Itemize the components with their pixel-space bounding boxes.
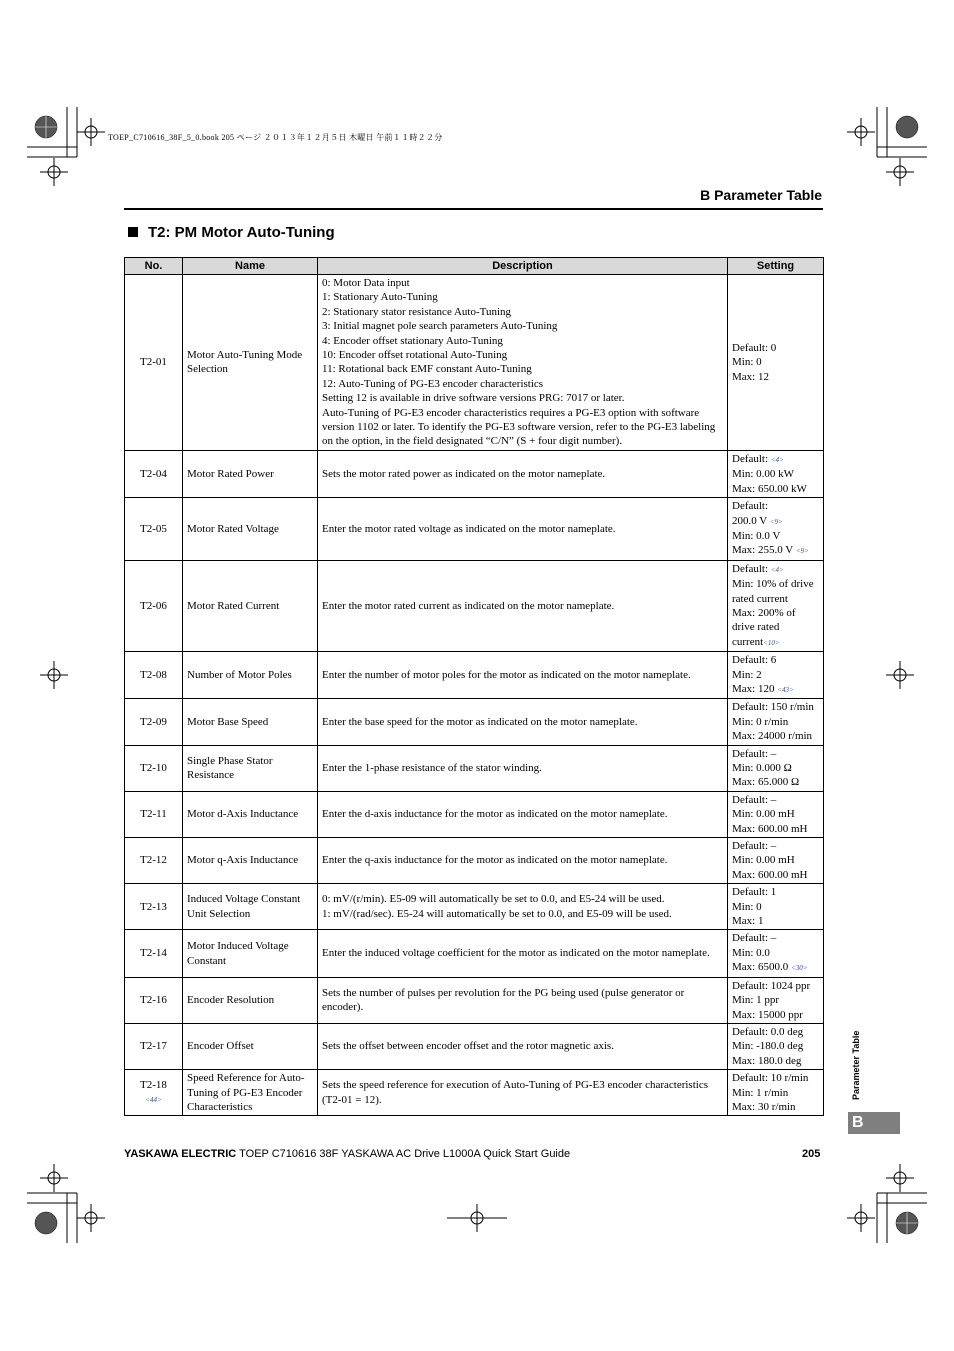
setting-line xyxy=(732,793,819,807)
setting-line xyxy=(732,1086,819,1100)
setting-line xyxy=(732,341,819,355)
setting-text: Max: 6500.0 xyxy=(732,961,791,974)
header-setting: Setting xyxy=(728,258,824,275)
cell-no xyxy=(125,699,183,745)
setting-line xyxy=(732,1039,819,1053)
cell-name: Induced Voltage Constant Unit Selection xyxy=(183,884,318,930)
setting-line xyxy=(732,577,819,606)
cell-setting xyxy=(728,1070,824,1116)
setting-text: Max: 650.00 kW xyxy=(732,482,807,495)
setting-line xyxy=(732,562,819,577)
cell-no xyxy=(125,745,183,791)
cell-name: Motor Base Speed xyxy=(183,699,318,745)
section-title xyxy=(128,224,335,241)
footer xyxy=(124,1148,570,1160)
description-line: Sets the offset between encoder offset and the rotor magnetic axis. xyxy=(322,1040,614,1053)
cell-setting xyxy=(728,498,824,561)
table-row xyxy=(125,498,824,561)
setting-line xyxy=(732,1025,819,1039)
description-line: 2: Stationary stator resistance Auto-Tuning xyxy=(322,305,512,318)
setting-line xyxy=(732,1100,819,1114)
setting-text: Min: 10% of drive rated current xyxy=(732,578,814,605)
setting-text: Max: 12 xyxy=(732,370,769,383)
table-row xyxy=(125,838,824,884)
setting-line xyxy=(732,761,819,775)
setting-text: Max: 30 r/min xyxy=(732,1100,796,1113)
setting-text: Min: 0.0 xyxy=(732,946,770,959)
description-line: Enter the motor rated voltage as indicated on the motor nameplate. xyxy=(322,522,616,535)
setting-text: Min: -180.0 deg xyxy=(732,1040,804,1053)
setting-text: Max: 65.000 Ω xyxy=(732,776,800,789)
cell-no xyxy=(125,1070,183,1116)
table-row xyxy=(125,791,824,837)
description-line: Enter the motor rated current as indicated on the motor nameplate. xyxy=(322,599,615,612)
description-line: Setting 12 is available in drive software versions PRG: 7017 or later. xyxy=(322,392,625,405)
param-number: T2-10 xyxy=(140,762,167,774)
description-line: Enter the 1-phase resistance of the stator winding. xyxy=(322,762,542,774)
footnote-ref-link[interactable]: < 9 > xyxy=(770,518,783,526)
setting-line xyxy=(732,482,819,496)
cell-name: Motor Rated Power xyxy=(183,450,318,497)
cell-setting xyxy=(728,791,824,837)
cell-description xyxy=(318,1070,728,1116)
param-number: T2-16 xyxy=(140,994,167,1007)
cell-setting xyxy=(728,699,824,745)
page-number: 205 xyxy=(802,1148,821,1160)
footnote-ref-link[interactable]: < 43 > xyxy=(777,686,793,694)
param-number: T2-05 xyxy=(140,522,167,535)
setting-line xyxy=(732,715,819,729)
setting-text: Max: 600.00 mH xyxy=(732,868,808,881)
setting-line xyxy=(732,1071,819,1085)
cell-description xyxy=(318,745,728,791)
description-line: Enter the base speed for the motor as indicated on the motor nameplate. xyxy=(322,715,638,728)
description-line: Enter the number of motor poles for the motor as indicated on the motor nameplate. xyxy=(322,669,691,682)
setting-text: Max: 15000 ppr xyxy=(732,1008,803,1021)
description-line: Enter the d-axis inductance for the motor as indicated on the motor nameplate. xyxy=(322,808,668,821)
cell-description xyxy=(318,652,728,699)
setting-text: Default: – xyxy=(732,747,777,760)
param-number: T2-01 xyxy=(140,356,167,369)
table-header-row xyxy=(125,258,824,275)
setting-text: Default: – xyxy=(732,932,777,945)
setting-text: Max: 200% of drive rated current xyxy=(732,606,796,648)
header-name: Name xyxy=(183,258,318,275)
setting-text: Min: 0.00 mH xyxy=(732,808,795,821)
cell-name: Single Phase Stator Resistance xyxy=(183,745,318,791)
parameter-table xyxy=(124,257,824,1116)
cell-description xyxy=(318,275,728,451)
setting-text: Default: xyxy=(732,562,771,575)
cell-setting xyxy=(728,560,824,651)
setting-line xyxy=(732,606,819,650)
table-row xyxy=(125,1023,824,1069)
setting-text: Min: 0.000 Ω xyxy=(732,762,792,774)
cell-description xyxy=(318,450,728,497)
setting-line xyxy=(732,853,819,867)
setting-line xyxy=(732,1054,819,1068)
section-bullet-icon xyxy=(128,227,138,237)
cell-name: Speed Reference for Auto-Tuning of PG-E3 Encoder Characteristics xyxy=(183,1070,318,1116)
setting-line xyxy=(732,839,819,853)
cell-name: Motor q-Axis Inductance xyxy=(183,838,318,884)
cell-no xyxy=(125,560,183,651)
cell-description xyxy=(318,838,728,884)
setting-line xyxy=(732,868,819,882)
cell-no xyxy=(125,450,183,497)
cell-name: Motor Auto-Tuning Mode Selection xyxy=(183,275,318,451)
description-line: Sets the motor rated power as indicated on the motor nameplate. xyxy=(322,467,606,480)
cell-name: Encoder Offset xyxy=(183,1023,318,1069)
setting-line xyxy=(732,452,819,467)
cell-setting xyxy=(728,977,824,1023)
cell-description xyxy=(318,791,728,837)
description-line: 1: mV/(rad/sec). E5-24 will automatically be set to 0.0, and E5-09 will be used. xyxy=(322,907,672,920)
footnote-ref-link[interactable]: < 9 > xyxy=(796,547,809,555)
cell-name: Motor Rated Voltage xyxy=(183,498,318,561)
table-row xyxy=(125,745,824,791)
footnote-ref-link[interactable]: < 44 > xyxy=(145,1096,161,1104)
table-row xyxy=(125,884,824,930)
cell-setting xyxy=(728,838,824,884)
cell-no xyxy=(125,652,183,699)
cell-description xyxy=(318,930,728,977)
cell-setting xyxy=(728,1023,824,1069)
setting-text: Min: 0.00 kW xyxy=(732,468,795,481)
table-row xyxy=(125,930,824,977)
cell-name: Encoder Resolution xyxy=(183,977,318,1023)
setting-line xyxy=(732,993,819,1007)
footnote-ref-link[interactable]: < 10 > xyxy=(763,639,779,647)
setting-line xyxy=(732,729,819,743)
description-line: 12: Auto-Tuning of PG-E3 encoder characteristics xyxy=(322,377,544,390)
cell-setting xyxy=(728,275,824,451)
setting-text: 200.0 V xyxy=(732,514,770,527)
footer-doc: TOEP C710616 38F YASKAWA AC Drive L1000A Quick Start Guide xyxy=(236,1148,571,1160)
setting-line xyxy=(732,668,819,682)
cell-setting xyxy=(728,450,824,497)
setting-line xyxy=(732,355,819,369)
footnote-ref-link[interactable]: < 30 > xyxy=(791,964,807,972)
cell-no xyxy=(125,498,183,561)
param-number: T2-09 xyxy=(140,715,167,728)
cell-no xyxy=(125,884,183,930)
header-no: No. xyxy=(125,258,183,275)
setting-text: Default: 0 xyxy=(732,341,777,354)
table-row xyxy=(125,1070,824,1116)
cell-no xyxy=(125,791,183,837)
side-tab-label: Parameter Table xyxy=(851,1030,861,1100)
setting-line xyxy=(732,960,819,975)
setting-line xyxy=(732,979,819,993)
header-title: B Parameter Table xyxy=(700,187,822,203)
setting-text: Min: 0 r/min xyxy=(732,715,789,728)
table-body xyxy=(125,275,824,1116)
setting-text: Default: – xyxy=(732,840,777,853)
cell-description xyxy=(318,977,728,1023)
setting-line xyxy=(732,900,819,914)
setting-text: Min: 0.0 V xyxy=(732,529,781,542)
header-rule xyxy=(124,208,823,210)
setting-line xyxy=(732,653,819,667)
footer-company: YASKAWA ELECTRIC xyxy=(124,1148,237,1160)
setting-line xyxy=(732,931,819,945)
cell-description xyxy=(318,560,728,651)
param-number: T2-12 xyxy=(140,854,167,867)
setting-line xyxy=(732,775,819,789)
description-line: Sets the speed reference for execution of Auto-Tuning of PG-E3 encoder characteristics (T2-01 = 12). xyxy=(322,1079,708,1106)
cell-description xyxy=(318,1023,728,1069)
setting-text: Min: 0.00 mH xyxy=(732,854,795,867)
cell-no xyxy=(125,930,183,977)
setting-text: Max: 600.00 mH xyxy=(732,822,808,835)
setting-line xyxy=(732,499,819,513)
setting-line xyxy=(732,747,819,761)
description-line: 10: Encoder offset rotational Auto-Tuning xyxy=(322,349,508,362)
setting-line xyxy=(732,529,819,543)
setting-text: Default: xyxy=(732,500,769,513)
cell-description xyxy=(318,699,728,745)
section-title-text: T2: PM Motor Auto-Tuning xyxy=(148,224,335,241)
setting-text: Min: 0 xyxy=(732,356,762,369)
cell-name: Number of Motor Poles xyxy=(183,652,318,699)
description-line: 3: Initial magnet pole search parameters Auto-Tuning xyxy=(322,320,558,333)
setting-line xyxy=(732,914,819,928)
table-row xyxy=(125,699,824,745)
description-line: 11: Rotational back EMF constant Auto-Tuning xyxy=(322,363,532,376)
param-number: T2-13 xyxy=(140,900,167,913)
description-line: 1: Stationary Auto-Tuning xyxy=(322,291,438,304)
param-number: T2-11 xyxy=(140,808,167,821)
cell-no xyxy=(125,977,183,1023)
setting-text: Min: 0 xyxy=(732,900,762,913)
setting-text: Max: 255.0 V xyxy=(732,544,796,557)
setting-text: Default: – xyxy=(732,793,777,806)
setting-text: Default: 1024 ppr xyxy=(732,979,811,992)
setting-text: Max: 120 xyxy=(732,682,778,695)
side-tab-letter: B xyxy=(848,1112,900,1134)
setting-line xyxy=(732,514,819,529)
setting-text: Default: xyxy=(732,452,771,465)
setting-line xyxy=(732,807,819,821)
setting-line xyxy=(732,543,819,558)
param-number: T2-06 xyxy=(140,599,167,612)
setting-text: Default: 1 xyxy=(732,886,777,899)
param-number: T2-04 xyxy=(140,467,167,480)
print-info: TOEP_C710616_38F_5_0.book 205 ページ ２０１３年１２月５日 木曜日 午前１１時２２分 xyxy=(108,133,443,142)
cell-no xyxy=(125,1023,183,1069)
setting-text: Default: 6 xyxy=(732,654,777,667)
setting-line xyxy=(732,467,819,481)
setting-text: Max: 180.0 deg xyxy=(732,1054,802,1067)
cell-setting xyxy=(728,652,824,699)
table-row xyxy=(125,450,824,497)
table-row xyxy=(125,275,824,451)
table-row xyxy=(125,560,824,651)
header-description: Description xyxy=(318,258,728,275)
cell-setting xyxy=(728,930,824,977)
param-number: T2-18 xyxy=(140,1078,167,1091)
description-line: Enter the q-axis inductance for the motor as indicated on the motor nameplate. xyxy=(322,854,668,867)
setting-text: Default: 10 r/min xyxy=(732,1072,809,1085)
cell-name: Motor Induced Voltage Constant xyxy=(183,930,318,977)
table-row xyxy=(125,977,824,1023)
table-row xyxy=(125,652,824,699)
cell-setting xyxy=(728,884,824,930)
param-number: T2-08 xyxy=(140,669,167,682)
setting-text: Min: 1 ppr xyxy=(732,994,780,1007)
footnote-ref-link[interactable]: < 4 > xyxy=(771,456,784,464)
description-line: Enter the induced voltage coefficient for the motor as indicated on the motor nameplate. xyxy=(322,947,710,960)
setting-text: Min: 2 xyxy=(732,668,762,681)
setting-line xyxy=(732,1008,819,1022)
cell-no xyxy=(125,838,183,884)
cell-description xyxy=(318,498,728,561)
setting-line xyxy=(732,370,819,384)
description-line: 0: mV/(r/min). E5-09 will automatically be set to 0.0, and E5-24 will be used. xyxy=(322,893,665,906)
setting-text: Max: 1 xyxy=(732,915,764,928)
description-line: 0: Motor Data input xyxy=(322,277,410,289)
setting-text: Max: 24000 r/min xyxy=(732,730,813,743)
setting-line xyxy=(732,682,819,697)
setting-line xyxy=(732,946,819,960)
setting-text: Min: 1 r/min xyxy=(732,1086,789,1099)
cell-description xyxy=(318,884,728,930)
setting-text: Default: 0.0 deg xyxy=(732,1025,804,1038)
footnote-ref-link[interactable]: < 4 > xyxy=(771,566,784,574)
description-line: 4: Encoder offset stationary Auto-Tuning xyxy=(322,334,503,347)
setting-text: Default: 150 r/min xyxy=(732,701,814,714)
setting-line xyxy=(732,822,819,836)
param-number: T2-14 xyxy=(140,947,167,960)
cell-name: Motor d-Axis Inductance xyxy=(183,791,318,837)
setting-line xyxy=(732,885,819,899)
cell-name: Motor Rated Current xyxy=(183,560,318,651)
setting-line xyxy=(732,700,819,714)
description-line: Auto-Tuning of PG-E3 encoder characteristics requires a PG-E3 option with software version 1102 or later. To identify the PG-E3 software version, refer to the PG-E3 labeling on the option, in the field designated “C/N” (S + four digit number). xyxy=(322,406,716,448)
param-number: T2-17 xyxy=(140,1040,167,1053)
cell-setting xyxy=(728,745,824,791)
description-line: Sets the number of pulses per revolution for the PG being used (pulse generator or encoder). xyxy=(322,986,685,1014)
cell-no xyxy=(125,275,183,451)
